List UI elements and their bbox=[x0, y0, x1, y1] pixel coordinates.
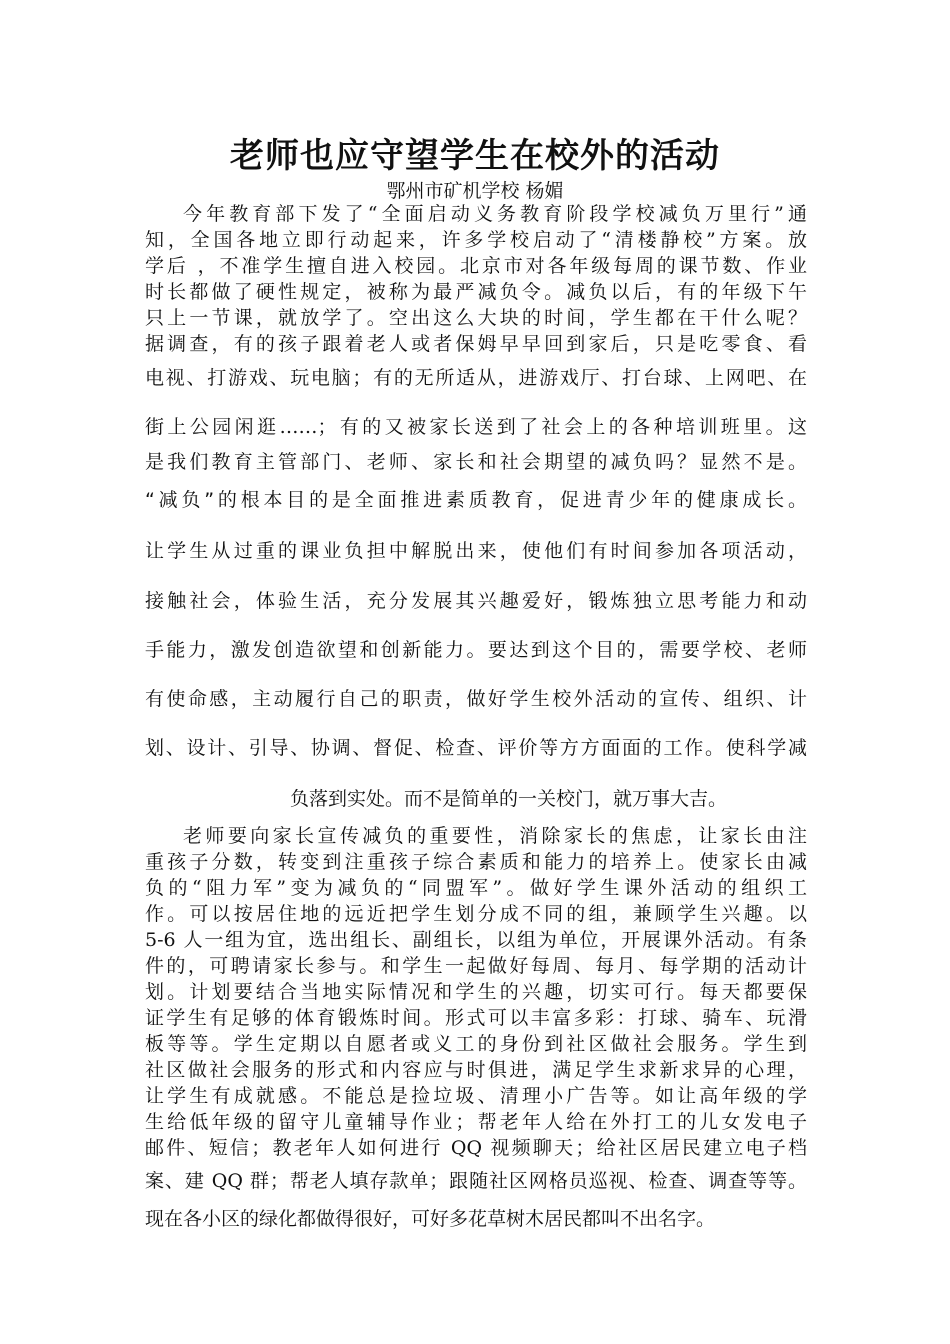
text-line: 手能力，激发创造欲望和创新能力。要达到这个目的，需要学校、老师 bbox=[145, 639, 807, 661]
text-line: 只上一节课，就放学了。空出这么大块的时间，学生都在干什么呢？ bbox=[145, 307, 807, 329]
text-line: 负的“阻力军”变为减负的“同盟军”。做好学生课外活动的组织工 bbox=[145, 877, 807, 899]
text-line: 件的，可聘请家长参与。和学生一起做好每周、每月、每学期的活动计 bbox=[145, 955, 807, 977]
text-line: 案、建 QQ 群；帮老人填存款单；跟随社区网格员巡视、检查、调查等等。 bbox=[145, 1170, 807, 1192]
text-line: 老师要向家长宣传减负的重要性，消除家长的焦虑，让家长由注 bbox=[183, 825, 807, 847]
text-line: 据调查，有的孩子跟着老人或者保姆早早回到家后，只是吃零食、看 bbox=[145, 333, 807, 355]
text-line: 划。计划要结合当地实际情况和学生的兴趣，切实可行。每天都要保 bbox=[145, 981, 807, 1003]
text-line: “减负”的根本目的是全面推进素质教育，促进青少年的健康成长。 bbox=[145, 489, 807, 511]
text-line: 让学生从过重的课业负担中解脱出来，使他们有时间参加各项活动， bbox=[145, 540, 807, 562]
text-line: 社区做社会服务的形式和内容应与时俱进，满足学生求新求异的心理， bbox=[145, 1059, 807, 1081]
text-line: 让学生有成就感。不能总是捡垃圾、清理小广告等。如让高年级的学 bbox=[145, 1085, 807, 1107]
text-line: 接触社会，体验生活，充分发展其兴趣爱好，锻炼独立思考能力和动 bbox=[145, 590, 807, 612]
text-line: 街上公园闲逛……；有的又被家长送到了社会上的各种培训班里。这 bbox=[145, 416, 807, 438]
text-line: 时长都做了硬性规定，被称为最严减负令。减负以后，有的年级下午 bbox=[145, 281, 807, 303]
text-line: 有使命感，主动履行自己的职责，做好学生校外活动的宣传、组织、计 bbox=[145, 688, 807, 710]
text-line: 是我们教育主管部门、老师、家长和社会期望的减负吗？显然不是。 bbox=[145, 451, 807, 473]
text-line: 划、设计、引导、协调、督促、检查、评价等方方面面的工作。使科学减 bbox=[145, 737, 807, 759]
text-line: 知，全国各地立即行动起来，许多学校启动了“清楼静校”方案。放 bbox=[145, 229, 807, 251]
text-line: 现在各小区的绿化都做得很好，可好多花草树木居民都叫不出名字。 bbox=[145, 1208, 716, 1230]
text-line: 生给低年级的留守儿童辅导作业；帮老年人给在外打工的儿女发电子 bbox=[145, 1111, 807, 1133]
text-line: 5-6 人一组为宜，选出组长、副组长，以组为单位，开展课外活动。有条 bbox=[145, 929, 807, 951]
text-line: 邮件、短信；教老年人如何进行 QQ 视频聊天；给社区居民建立电子档 bbox=[145, 1137, 807, 1159]
text-line: 负落到实处。而不是简单的一关校门，就万事大吉。 bbox=[290, 788, 728, 810]
text-line: 作。可以按居住地的远近把学生划分成不同的组，兼顾学生兴趣。以 bbox=[145, 903, 807, 925]
text-line: 重孩子分数，转变到注重孩子综合素质和能力的培养上。使家长由减 bbox=[145, 851, 807, 873]
text-line: 证学生有足够的体育锻炼时间。形式可以丰富多彩：打球、骑车、玩滑 bbox=[145, 1007, 807, 1029]
byline: 鄂州市矿机学校 杨媚 bbox=[386, 180, 564, 202]
page-title: 老师也应守望学生在校外的活动 bbox=[230, 136, 720, 176]
text-line: 板等等。学生定期以自愿者或义工的身份到社区做社会服务。学生到 bbox=[145, 1033, 807, 1055]
text-line: 今年教育部下发了“全面启动义务教育阶段学校减负万里行”通 bbox=[183, 203, 807, 225]
text-line: 学后 ，不准学生擅自进入校园。北京市对各年级每周的课节数、作业 bbox=[145, 255, 807, 277]
text-line: 电视、打游戏、玩电脑；有的无所适从，进游戏厅、打台球、上网吧、在 bbox=[145, 367, 807, 389]
